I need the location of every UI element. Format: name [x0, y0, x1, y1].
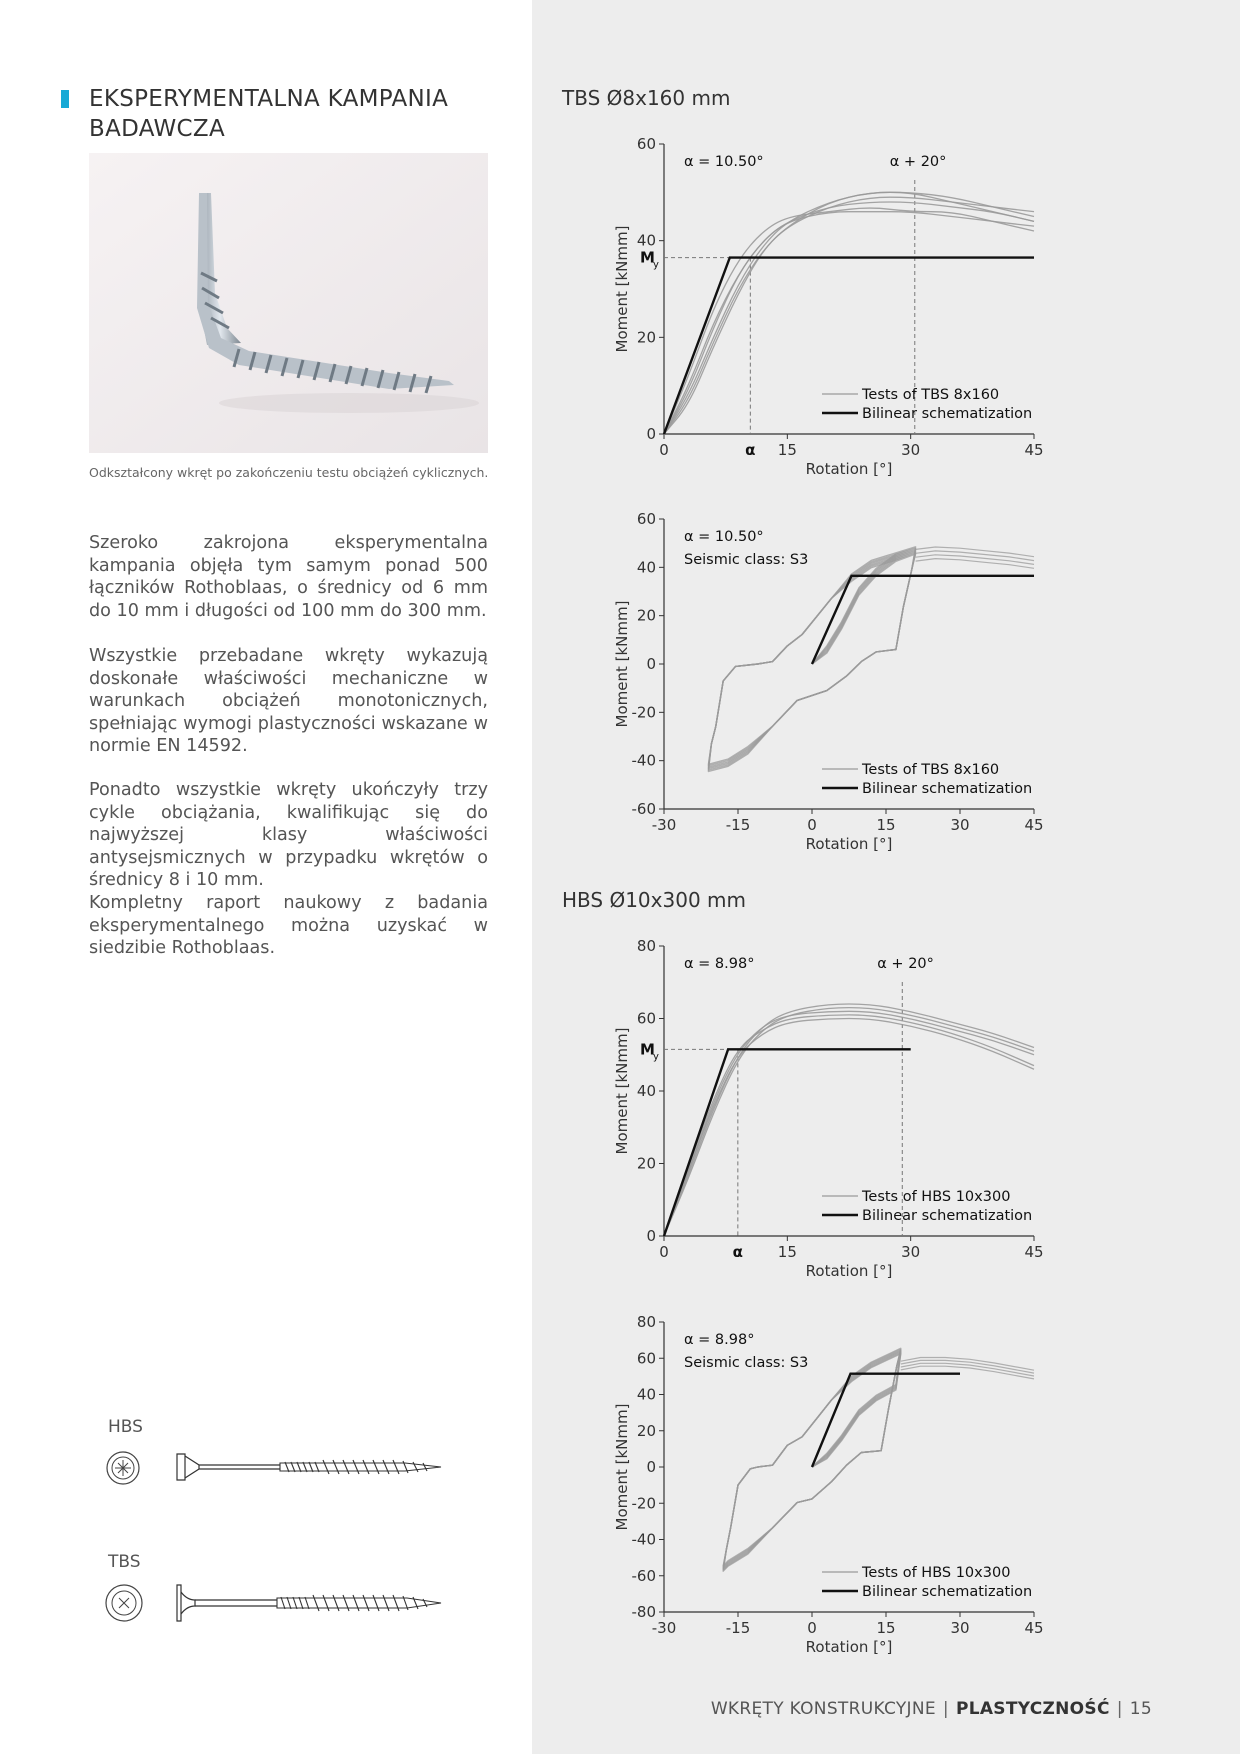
y-tick-label: 80	[636, 937, 656, 955]
hysteresis-loop	[708, 547, 915, 765]
hysteresis-loop	[723, 1349, 901, 1567]
my-label: M	[640, 248, 655, 267]
paragraph-1: Szeroko zakrojona eksperymentalna kampania objęła tym samym ponad 500 łączników Rothoblaas, o średnicy od 6 mm do 10 mm i długości od 100 mm do 300 mm.	[89, 533, 488, 621]
x-axis-title: Rotation [°]	[805, 1638, 893, 1656]
x-axis-title: Rotation [°]	[805, 835, 893, 853]
x-tick-label: 15	[876, 1619, 896, 1637]
footer-topic-label: PLASTYCZNOŚĆ	[955, 1699, 1110, 1719]
x-tick-label: 15	[876, 816, 896, 834]
y-tick-label: 60	[636, 135, 656, 153]
y-tick-label: -80	[631, 1603, 656, 1621]
x-tick-label: 45	[1024, 1619, 1044, 1637]
x-tick-label: -30	[651, 1619, 677, 1637]
my-subscript: y	[653, 259, 659, 271]
hysteresis-loop	[723, 1351, 901, 1569]
alpha-tick-label: α	[732, 1243, 743, 1261]
section-title-hbs: HBS Ø10x300 mm	[562, 888, 746, 912]
x-tick-label: 0	[659, 441, 669, 459]
hysteresis-loop	[723, 1353, 901, 1571]
alpha-annotation: α = 10.50°	[684, 529, 764, 545]
alpha-tick-label: α	[745, 441, 756, 459]
y-tick-label: 20	[636, 328, 656, 347]
heading-line-2: BADAWCZA	[89, 116, 225, 142]
footer-separator-2: |	[1116, 1699, 1123, 1719]
tbs-screw-drawing	[105, 1584, 445, 1624]
my-subscript: y	[653, 1051, 659, 1063]
y-tick-label: 80	[636, 1313, 656, 1331]
legend-label-bilinear: Bilinear schematization	[862, 1208, 1033, 1224]
y-tick-label: 40	[636, 1385, 656, 1404]
legend-label-bilinear: Bilinear schematization	[862, 406, 1033, 422]
y-tick-label: 0	[646, 655, 656, 673]
photo-caption: Odkształcony wkręt po zakończeniu testu obciążeń cyklicznych.	[89, 465, 489, 480]
x-tick-label: 30	[901, 1243, 921, 1261]
y-axis-title: Moment [kNmm]	[613, 225, 631, 353]
legend-label-tests: Tests of HBS 10x300	[862, 1565, 1011, 1581]
paragraph-3: Ponadto wszystkie wkręty ukończyły trzy cykle obciążania, kwalifikując się do najwyższej klasy właściwości antysejsmicznych w przypadku wkrętów o średnicy 8 i 10 mm.	[89, 780, 488, 891]
y-tick-label: 20	[636, 1154, 656, 1173]
y-tick-label: 0	[646, 1227, 656, 1245]
hbs-cyclic-chart	[600, 1308, 1060, 1658]
y-tick-label: 20	[636, 606, 656, 625]
legend-label-tests: Tests of TBS 8x160	[862, 762, 1000, 778]
y-tick-label: 60	[636, 1009, 656, 1028]
x-tick-label: 0	[659, 1243, 669, 1261]
hysteresis-loop	[723, 1352, 901, 1570]
seismic-class-annotation: Seismic class: S3	[684, 1355, 809, 1371]
y-tick-label: 20	[636, 1421, 656, 1440]
x-tick-label: 15	[777, 1243, 797, 1261]
y-tick-label: 40	[636, 231, 656, 250]
x-tick-label: -30	[651, 816, 677, 834]
hysteresis-loop	[723, 1354, 901, 1572]
post-cycle-curve	[916, 559, 1034, 569]
tbs-screw-label: TBS	[108, 1552, 141, 1572]
x-tick-label: -15	[725, 816, 751, 834]
hysteresis-loop	[708, 550, 915, 768]
hbs-monotonic-chart	[600, 932, 1060, 1282]
y-tick-label: 40	[636, 1082, 656, 1100]
x-axis-title: Rotation [°]	[805, 460, 893, 478]
alpha20-annotation: α + 20°	[877, 956, 934, 972]
tbs-cyclic-chart	[600, 505, 1060, 855]
x-tick-label: 15	[777, 441, 797, 459]
y-axis-title: Moment [kNmm]	[613, 1027, 631, 1155]
legend-label-tests: Tests of TBS 8x160	[862, 387, 1000, 403]
my-label: M	[640, 1040, 655, 1059]
y-tick-label: -40	[631, 751, 656, 770]
y-axis-title: Moment [kNmm]	[613, 1403, 631, 1531]
alpha-annotation: α = 10.50°	[684, 154, 764, 170]
page-number: 15	[1129, 1699, 1152, 1719]
hysteresis-loop	[723, 1348, 901, 1566]
alpha-annotation: α = 8.98°	[684, 1332, 755, 1348]
y-tick-label: -40	[631, 1530, 656, 1549]
deformed-screw-photo	[89, 153, 488, 453]
x-tick-label: 45	[1024, 1243, 1044, 1261]
y-tick-label: 60	[636, 1349, 656, 1368]
x-tick-label: 30	[950, 816, 970, 834]
seismic-class-annotation: Seismic class: S3	[684, 552, 809, 568]
x-tick-label: 45	[1024, 816, 1044, 834]
x-tick-label: 30	[901, 441, 921, 459]
y-tick-label: -60	[631, 1566, 656, 1585]
y-tick-label: 0	[646, 1458, 656, 1476]
footer-section-label: WKRĘTY KONSTRUKCYJNE	[710, 1699, 936, 1719]
page-footer	[711, 1699, 1152, 1719]
hysteresis-loop	[708, 551, 915, 769]
page-heading	[89, 84, 448, 144]
legend-label-bilinear: Bilinear schematization	[862, 781, 1033, 797]
alpha-annotation: α = 8.98°	[684, 956, 755, 972]
footer-separator-1: |	[942, 1699, 949, 1719]
section-title-tbs: TBS Ø8x160 mm	[562, 86, 731, 110]
alpha20-annotation: α + 20°	[889, 154, 947, 170]
x-tick-label: 45	[1024, 441, 1044, 459]
x-tick-label: -15	[725, 1619, 751, 1637]
y-tick-label: 0	[646, 425, 656, 443]
hbs-screw-drawing	[105, 1450, 445, 1490]
y-tick-label: -60	[631, 800, 656, 818]
tbs-monotonic-chart	[600, 130, 1060, 480]
y-tick-label: -20	[631, 703, 656, 722]
heading-accent-bar	[61, 90, 69, 108]
x-axis-title: Rotation [°]	[805, 1262, 893, 1280]
legend-label-bilinear: Bilinear schematization	[862, 1584, 1033, 1600]
x-tick-label: 0	[807, 1619, 817, 1637]
x-tick-label: 30	[950, 1619, 970, 1637]
hbs-screw-label: HBS	[108, 1417, 143, 1437]
y-tick-label: -20	[631, 1494, 656, 1513]
x-tick-label: 0	[807, 816, 817, 834]
heading-line-1: EKSPERYMENTALNA KAMPANIA	[89, 86, 449, 112]
post-cycle-curve	[916, 555, 1034, 565]
y-tick-label: 40	[636, 558, 656, 577]
legend-label-tests: Tests of HBS 10x300	[862, 1189, 1011, 1205]
paragraph-2: Wszystkie przebadane wkręty wykazują doskonałe właściwości mechaniczne w warunkach obciążeń monotonicznych, spełniając wymogi plastyczności wskazane w normie EN 14592.	[89, 646, 488, 757]
y-tick-label: 60	[636, 510, 656, 528]
y-axis-title: Moment [kNmm]	[613, 600, 631, 728]
paragraph-4: Kompletny raport naukowy z badania eksperymentalnego można uzyskać w siedzibie Rothoblaas.	[89, 893, 488, 959]
hysteresis-loop	[708, 548, 915, 766]
